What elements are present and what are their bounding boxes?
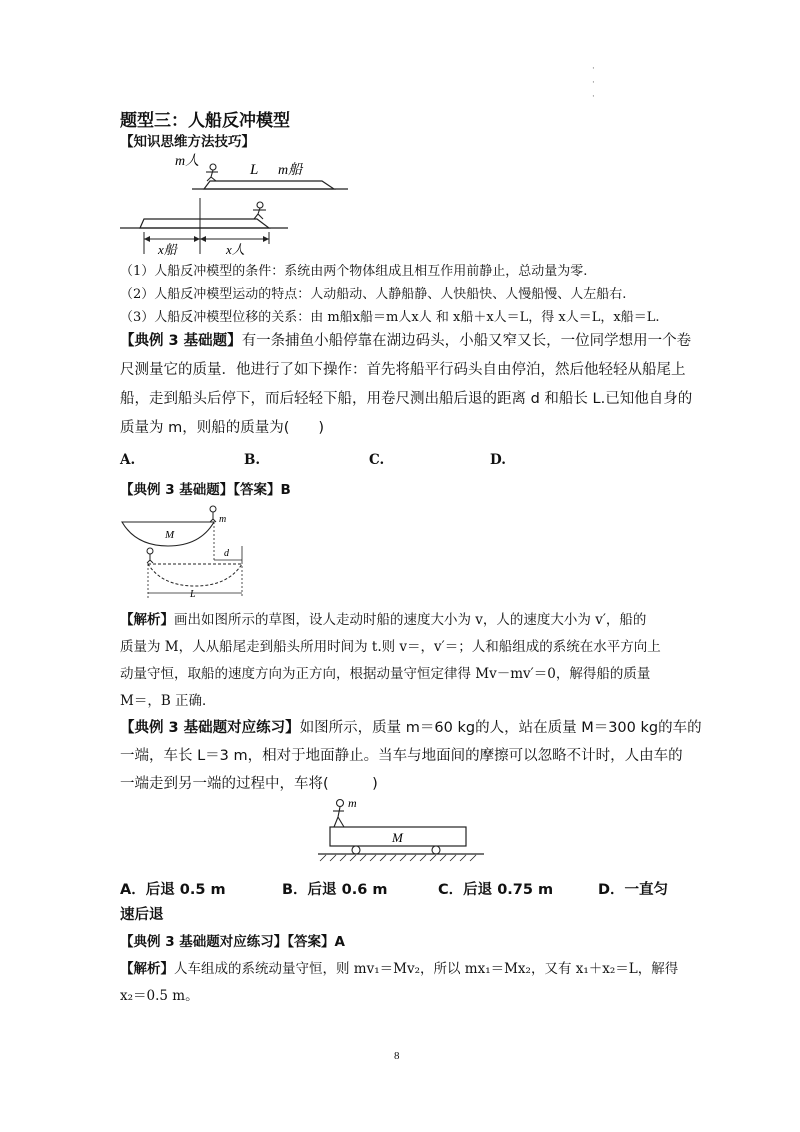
analysis1-label: 【解析】 [120,612,174,628]
cart-wheel-right [432,846,440,854]
knowledge-header: 【知识思维方法技巧】 [120,134,255,150]
label-M: M [165,529,175,541]
person-at-bow-icon [147,548,153,563]
cart-diagram [316,795,486,867]
example-option-c: C. [369,452,385,468]
practice-text-1: 如图所示，质量 m＝60 kg的人，站在质量 M＝300 kg的车的 [299,720,702,736]
analysis2-line-1 [120,959,678,979]
practice-label: 【典例 3 基础题对应练习】 [120,720,300,736]
cart-wheel-left [352,846,360,854]
point-2: （2）人船反冲模型运动的特点：人动船动、人静船静、人快船快、人慢船慢、人左船右. [120,287,627,302]
boat-displacement-diagram [120,500,250,600]
label-M3: M [392,830,403,845]
label-m-boat: m船 [278,163,303,178]
analysis1-line-3: 动量守恒，取船的速度方向为正方向，根据动量守恒定律得 Mv－mv′＝0，解得船的质量 [120,666,651,682]
practice-line-3: 一端走到另一端的过程中，车将( ) [120,776,378,792]
person-boat-diagram [120,150,350,260]
point-1: （1）人船反冲模型的条件：系统由两个物体组成且相互作用前静止，总动量为零. [120,264,588,279]
example-line-4: 质量为 m，则船的质量为( ) [120,420,325,436]
practice-answer: 【典例 3 基础题对应练习】【答案】A [120,934,345,950]
practice-option-d: D．一直匀 [598,882,669,898]
label-m3: m [348,796,357,810]
boat-top [204,181,334,189]
example-answer: 【典例 3 基础题】【答案】B [120,482,291,498]
practice-line-1 [120,718,702,738]
label-L2: L [190,589,196,600]
example-option-b: B. [244,452,261,468]
point-3: （3）人船反冲模型位移的关系：由 m船x船＝m人x人 和 x船＋x人＝L，得 x人＝L，x船＝L. [120,310,660,325]
practice-line-2: 一端，车长 L＝3 m，相对于地面静止。当车与地面间的摩擦可以忽略不计时，人由车的 [120,748,683,764]
example-line-2: 尺测量它的质量．他进行了如下操作：首先将船平行码头自由停泊，然后他轻轻从船尾上 [120,362,686,378]
practice-option-b: B．后退 0.6 m [282,882,388,898]
page-number: 8 [394,1050,400,1062]
label-L: L [250,162,259,178]
boat-bottom [140,219,269,228]
person-on-cart-icon [333,800,344,828]
analysis1-line-4: M＝，B 正确． [120,693,216,709]
example-line-1 [120,331,691,351]
practice-option-a: A．后退 0.5 m [120,882,226,898]
example-line-3: 船，走到船头后停下，而后轻轻下船，用卷尺测出船后退的距离 d 和船长 L.已知他自身的 [120,391,693,407]
example-option-a: A. [120,452,136,468]
analysis2-text-1: 人车组成的系统动量守恒，则 mv₁＝Mv₂，所以 mx₁＝Mx₂，又有 x₁＋x₂＝L，解得 [174,961,679,977]
corner-marks: · · · [592,64,595,102]
label-m-person: m人 [175,154,200,169]
example-label: 【典例 3 基础题】 [120,333,242,349]
section-title: 题型三：人船反冲模型 [120,111,290,131]
label-x-boat: x船 [158,242,177,257]
practice-option-d-cont: 速后退 [120,907,164,923]
label-d: d [224,548,229,559]
example-text-1: 有一条捕鱼小船停靠在湖边码头，小船又窄又长，一位同学想用一个卷 [241,333,692,349]
example-option-d: D. [490,452,506,468]
person-bottom-icon [253,202,266,219]
analysis2-label: 【解析】 [120,961,174,977]
analysis1-line-1 [120,610,646,630]
person-at-stern-icon [210,506,216,522]
label-x-person: x人 [226,242,245,257]
label-m: m [219,514,227,525]
analysis2-line-2: x₂＝0.5 m。 [120,988,199,1004]
practice-option-c: C．后退 0.75 m [438,882,554,898]
person-top-icon [206,164,218,181]
analysis1-text-1: 画出如图所示的草图，设人走动时船的速度大小为 v，人的速度大小为 v′，船的 [174,612,647,628]
analysis1-line-2: 质量为 M，人从船尾走到船头所用时间为 t.则 v＝，v′＝；人和船组成的系统在水平方向上 [120,639,661,655]
